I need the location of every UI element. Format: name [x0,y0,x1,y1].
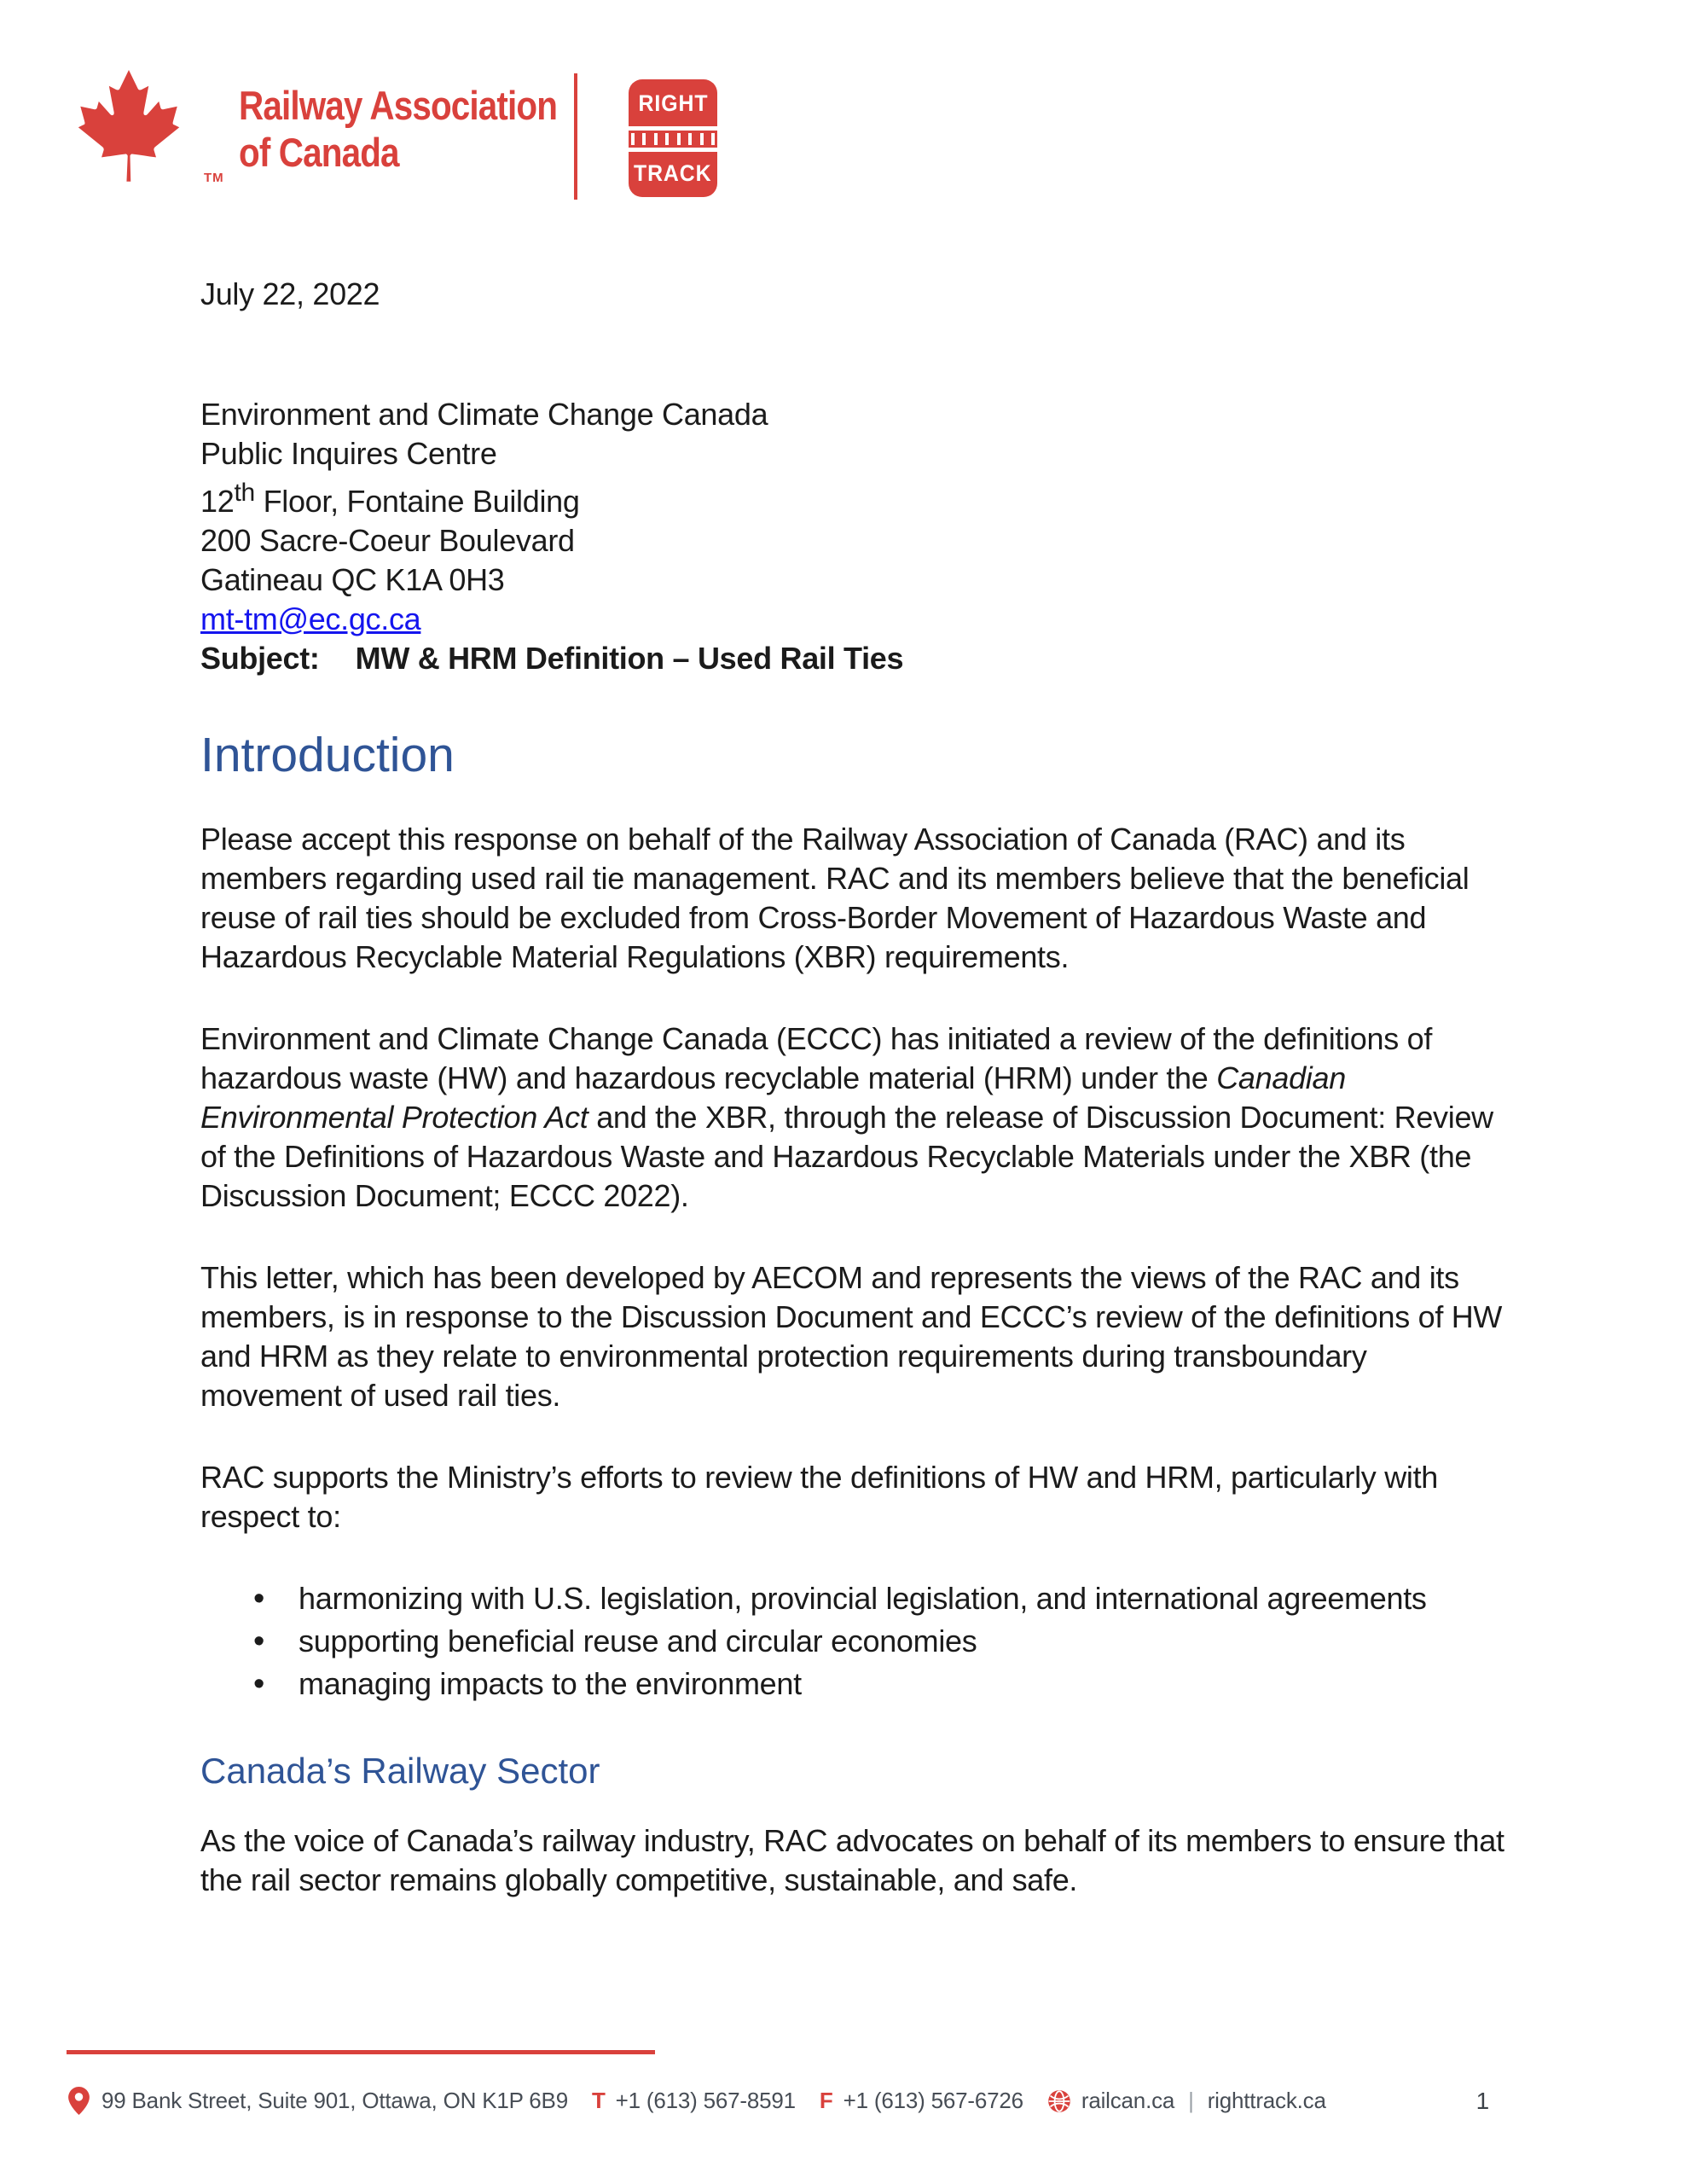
footer-site-righttrack: righttrack.ca [1207,2088,1326,2113]
phone-label: T [591,2088,606,2113]
support-points-list [200,1579,1516,1704]
brand-wordmark-line1: Railway Association [239,83,558,128]
globe-icon [1047,2089,1071,2113]
recipient-address-block [200,395,1516,639]
maple-leaf-logo-icon [64,65,194,193]
list-item: • harmonizing with U.S. legislation, provincial legislation, and international agreements [200,1579,1516,1618]
right-track-badge [629,79,717,197]
list-item: • managing impacts to the environment [200,1664,1516,1704]
subject-line [200,639,1516,678]
act-title-italic: Canadian Environmental Protection Act [200,1060,1346,1135]
ordinal-superscript: th [234,479,255,507]
badge-bottom-label: TRACK [634,160,712,186]
footer-site-railcan: railcan.ca [1081,2088,1175,2113]
recipient-line: Gatineau QC K1A 0H3 [200,562,505,597]
letter-body [200,275,1516,1900]
footer-rule [67,2050,655,2054]
fax-label: F [819,2088,833,2113]
paragraph-4: RAC supports the Ministry’s efforts to review the definitions of HW and HRM, particularly with respect to: [200,1460,1439,1534]
footer-site-divider: | [1188,2088,1194,2113]
recipient-line: Public Inquires Centre [200,436,497,471]
footer-address: 99 Bank Street, Suite 901, Ottawa, ON K1P 6B9 [101,2088,568,2113]
recipient-email-link[interactable]: mt-tm@ec.gc.ca [200,601,421,636]
section-heading-introduction: Introduction [200,728,455,782]
paragraph-3: This letter, which has been developed by AECOM and represents the views of the RAC and its members, is in response to the Discussion Document and ECCC’s review of the definitions of HW and HRM as they relate to environmental protection requirements during transboundary movement of used rail ties. [200,1260,1503,1413]
footer-fax: +1 (613) 567-6726 [843,2088,1023,2113]
letter-date: July 22, 2022 [200,276,380,311]
brand-wordmark [239,82,557,176]
page-footer [68,2087,1619,2115]
recipient-line: 12th Floor, Fontaine Building [200,479,580,519]
recipient-line: Environment and Climate Change Canada [200,397,768,432]
brand-divider [574,73,577,200]
brand-wordmark-line2: of Canada [239,130,399,175]
paragraph-1: Please accept this response on behalf of the Railway Association of Canada (RAC) and its members regarding used rail tie management. RAC and its members believe that the beneficial reuse of rail ties should be excluded from Cross-Border Movement of Hazardous Waste and Hazardous Recyclable Material Regulations (XBR) requirements. [200,822,1470,974]
subject-text: MW & HRM Definition – Used Rail Ties [355,641,904,676]
trademark-symbol: TM [204,171,224,185]
list-item: • supporting beneficial reuse and circular economies [200,1622,1516,1661]
recipient-line: 200 Sacre-Coeur Boulevard [200,523,575,558]
location-pin-icon [68,2087,90,2115]
section-heading-railway-sector: Canada’s Railway Sector [200,1751,600,1791]
subject-label: Subject: [200,641,320,676]
badge-top-label: RIGHT [638,90,708,116]
paragraph-2: Environment and Climate Change Canada (ECCC) has initiated a review of the definitions of hazardous waste (HW) and hazardous recyclable material (HRM) under the Canadian Environmental Protection Act and the XBR, through the release of Discussion Document: Review of the Definitions of Hazardous Waste and Hazardous Recyclable Materials under the XBR (the Discussion Document; ECCC 2022). [200,1021,1493,1213]
page-number: 1 [1475,2087,1489,2114]
rail-track-icon [629,126,717,152]
recipient-line [200,600,1516,639]
paragraph-5: As the voice of Canada’s railway industry, RAC advocates on behalf of its members to ensure that the rail sector remains globally competitive, sustainable, and safe. [200,1823,1504,1897]
footer-phone: +1 (613) 567-8591 [615,2088,796,2113]
